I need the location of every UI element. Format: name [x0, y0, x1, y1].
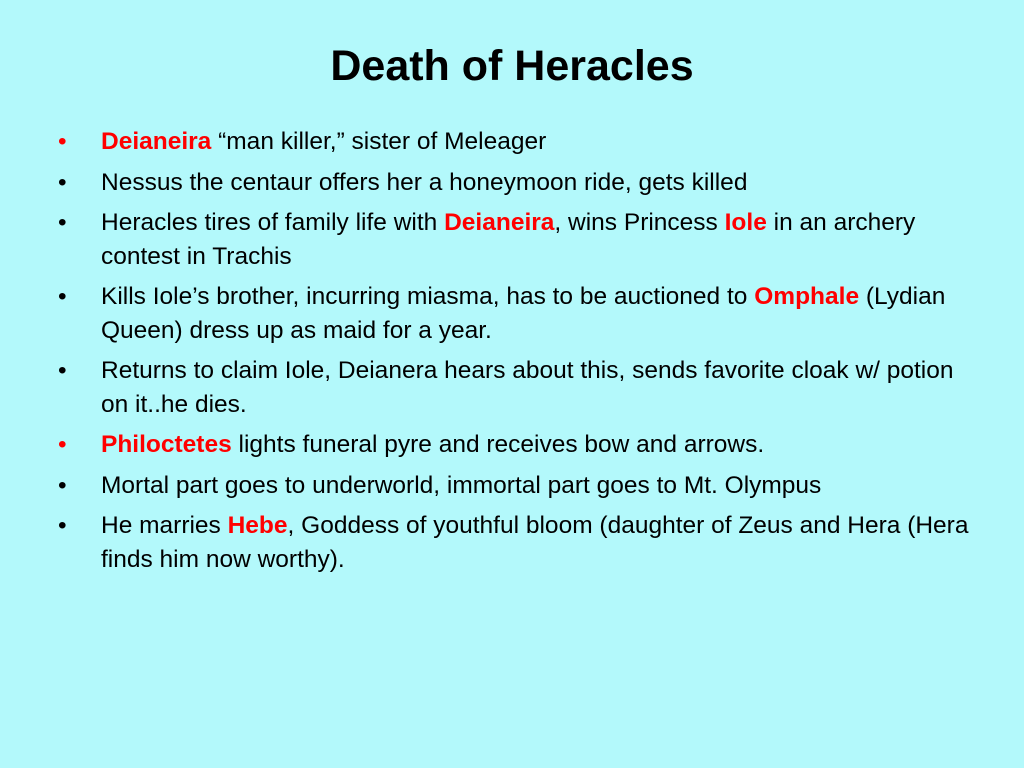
bullet-text-segment: in an archery contest in Trachis — [101, 209, 916, 270]
bullet-item — [58, 354, 978, 421]
bullet-text — [101, 472, 821, 499]
bullet-item — [58, 125, 978, 159]
bullet-icon: • — [58, 357, 67, 384]
bullet-icon: • — [58, 512, 67, 539]
bullet-text — [101, 357, 954, 418]
bullet-text-segment: , wins Princess — [554, 209, 725, 236]
bullet-list — [58, 125, 978, 583]
bullet-icon: • — [58, 168, 67, 196]
bullet-text — [101, 209, 915, 270]
bullet-text-segment: (Lydian Queen) dress up as maid for a year. — [101, 283, 946, 344]
highlighted-term: Philoctetes — [101, 431, 232, 458]
bullet-text — [101, 431, 764, 458]
bullet-text-segment: , Goddess of youthful bloom (daughter of Zeus and Hera (Hera finds him now worthy). — [101, 512, 969, 573]
bullet-icon: • — [58, 128, 67, 155]
bullet-item — [58, 166, 978, 200]
highlighted-term: Deianeira — [444, 209, 555, 236]
bullet-item — [58, 280, 978, 347]
highlighted-term: Iole — [724, 209, 767, 236]
bullet-icon: • — [58, 471, 67, 499]
slide-title: Death of Heracles — [330, 42, 694, 90]
highlighted-term: Hebe — [227, 512, 288, 539]
bullet-item — [58, 206, 978, 273]
bullet-text-segment: Nessus the centaur offers her a honeymoon ride, gets killed — [101, 168, 748, 196]
bullet-icon: • — [58, 431, 67, 458]
bullet-text-segment: Returns to claim Iole, Deianera hears about this, sends favorite cloak w/ potion on it..he dies. — [101, 357, 954, 418]
bullet-icon: • — [58, 283, 67, 310]
bullet-text-segment: Mortal part goes to underworld, immortal part goes to Mt. Olympus — [101, 471, 822, 499]
highlighted-term: Omphale — [754, 283, 860, 310]
bullet-icon: • — [58, 209, 67, 236]
bullet-text — [101, 512, 968, 573]
bullet-text — [101, 283, 945, 344]
highlighted-term: Deianeira — [101, 128, 212, 155]
bullet-text-segment: lights funeral pyre and receives bow and arrows. — [231, 431, 765, 458]
bullet-item — [58, 428, 978, 462]
bullet-text-segment: Heracles tires of family life with — [101, 209, 445, 236]
bullet-text-segment: He marries — [101, 512, 228, 539]
bullet-text-segment: Kills Iole’s brother, incurring miasma, has to be auctioned to — [101, 283, 755, 310]
bullet-text-segment: “man killer,” sister of Meleager — [211, 128, 547, 155]
bullet-text — [101, 128, 546, 155]
bullet-item — [58, 469, 978, 503]
bullet-item — [58, 509, 978, 576]
bullet-text — [101, 169, 747, 196]
